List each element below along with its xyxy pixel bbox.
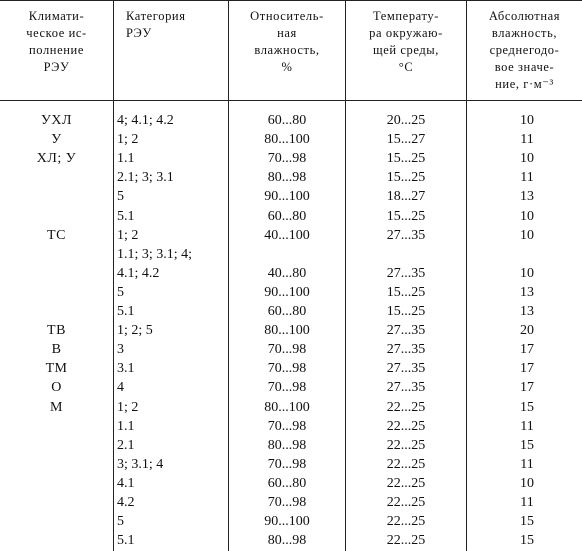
- header-line: Абсолютная: [488, 9, 561, 23]
- cell-absolute-humidity: 15: [520, 437, 534, 453]
- cell-absolute-humidity: 11: [520, 495, 534, 510]
- table-row: [0, 168, 582, 187]
- table-row: [0, 398, 582, 417]
- table-row: [0, 111, 582, 130]
- cell-humidity: 40...80: [267, 265, 307, 281]
- table-row: [0, 455, 582, 474]
- cell-humidity: 70...98: [267, 495, 307, 510]
- cell-temperature: 22...25: [386, 418, 426, 434]
- cell-category: 1.1: [117, 151, 135, 167]
- cell-category: 5: [117, 514, 124, 530]
- cell-climate: ТС: [47, 227, 66, 243]
- cell-absolute-humidity: 10: [520, 151, 534, 167]
- cell-absolute-humidity: 10: [520, 113, 534, 128]
- header-absolute-humidity: [467, 8, 582, 93]
- cell-category: 4; 4.1; 4.2: [117, 113, 174, 128]
- cell-category: 4.1: [117, 475, 135, 491]
- table-row: [0, 149, 582, 168]
- header-line: полнение: [29, 43, 84, 57]
- table-row: [0, 321, 582, 340]
- table-row: [0, 378, 582, 397]
- cell-temperature: 27...35: [386, 342, 426, 358]
- cell-category: 1; 2: [117, 399, 139, 415]
- table-row: [0, 130, 582, 149]
- cell-absolute-humidity: 11: [520, 170, 534, 186]
- header-line: РЭУ: [126, 26, 152, 40]
- cell-climate: О: [51, 380, 62, 396]
- header-line: ние, г·м⁻³: [495, 77, 554, 91]
- cell-humidity: 90...100: [264, 189, 310, 205]
- cell-category: 3.1: [117, 361, 135, 377]
- cell-temperature: 27...35: [386, 380, 426, 396]
- header-line: ная: [277, 26, 297, 40]
- cell-temperature: 15...25: [386, 284, 426, 300]
- cell-absolute-humidity: 17: [520, 361, 534, 377]
- table-row: [0, 493, 582, 512]
- cell-temperature: 22...25: [386, 399, 426, 415]
- cell-temperature: 27...35: [386, 323, 426, 339]
- cell-temperature: 27...35: [386, 227, 426, 243]
- header-line: °С: [398, 60, 414, 74]
- table-row: [0, 512, 582, 531]
- table-row: [0, 264, 582, 283]
- table-row: [0, 245, 582, 264]
- table-row: [0, 531, 582, 550]
- cell-humidity: 80...98: [267, 170, 307, 186]
- cell-category: 2.1; 3; 3.1: [117, 170, 174, 186]
- cell-absolute-humidity: 13: [520, 284, 534, 300]
- cell-absolute-humidity: 13: [520, 189, 534, 205]
- cell-temperature: 15...25: [386, 151, 426, 167]
- cell-humidity: 60...80: [267, 113, 307, 128]
- cell-humidity: 90...100: [264, 284, 310, 300]
- table-row: [0, 474, 582, 493]
- cell-temperature: 27...35: [386, 361, 426, 377]
- cell-climate: УХЛ: [40, 113, 73, 128]
- header-category: [114, 8, 220, 42]
- cell-category: 4.2: [117, 495, 135, 510]
- cell-humidity: 70...98: [267, 418, 307, 434]
- header-line: Температу-: [372, 9, 440, 23]
- table-row: [0, 187, 582, 206]
- cell-absolute-humidity: 17: [520, 380, 534, 396]
- cell-humidity: 60...80: [267, 475, 307, 491]
- cell-absolute-humidity: 11: [520, 132, 534, 148]
- cell-humidity: 90...100: [264, 514, 310, 530]
- cell-climate: М: [50, 399, 63, 415]
- cell-category: 5.1: [117, 304, 135, 319]
- cell-humidity: 70...98: [267, 380, 307, 396]
- cell-absolute-humidity: 15: [520, 514, 534, 530]
- header-climate: [0, 8, 113, 76]
- cell-category: 1.1: [117, 418, 135, 434]
- header-line: ра окружаю-: [369, 26, 443, 40]
- cell-category: 3; 3.1; 4: [117, 456, 164, 472]
- cell-temperature: 22...25: [386, 533, 426, 549]
- cell-absolute-humidity: 10: [520, 475, 534, 491]
- cell-absolute-humidity: 10: [520, 265, 534, 281]
- header-line: влажность,: [491, 26, 558, 40]
- cell-absolute-humidity: 10: [520, 208, 534, 224]
- cell-temperature: 22...25: [386, 437, 426, 453]
- cell-temperature: 22...25: [386, 514, 426, 530]
- header-line: Климати-: [28, 9, 85, 23]
- table-row: [0, 283, 582, 302]
- cell-temperature: 15...25: [386, 170, 426, 186]
- cell-category: 2.1: [117, 437, 135, 453]
- cell-category: 5.1: [117, 208, 135, 224]
- cell-absolute-humidity: 13: [520, 304, 534, 319]
- cell-absolute-humidity: 11: [520, 418, 534, 434]
- header-line: РЭУ: [43, 60, 70, 74]
- header-divider: [0, 100, 582, 101]
- cell-category: 1; 2: [117, 227, 139, 243]
- cell-humidity: 80...98: [267, 437, 307, 453]
- cell-temperature: 15...25: [386, 304, 426, 319]
- cell-climate: В: [51, 342, 62, 358]
- cell-absolute-humidity: 11: [520, 456, 534, 472]
- header-line: %: [281, 60, 293, 74]
- table-row: [0, 359, 582, 378]
- cell-temperature: 15...27: [386, 132, 426, 148]
- header-line: влажность,: [254, 43, 320, 57]
- cell-humidity: 70...98: [267, 456, 307, 472]
- cell-humidity: 60...80: [267, 304, 307, 319]
- cell-absolute-humidity: 15: [520, 533, 534, 549]
- header-line: Относитель-: [250, 9, 324, 23]
- table-row: [0, 417, 582, 436]
- cell-climate: ТВ: [47, 323, 66, 339]
- cell-humidity: 40...100: [264, 227, 310, 243]
- cell-absolute-humidity: 17: [520, 342, 534, 358]
- cell-category: 3: [117, 342, 124, 358]
- header-line: среднегодо-: [489, 43, 560, 57]
- header-line: щей среды,: [372, 43, 440, 57]
- cell-temperature: 15...25: [386, 208, 426, 224]
- cell-temperature: 27...35: [386, 265, 426, 281]
- cell-absolute-humidity: 10: [520, 227, 534, 243]
- cell-category: 5: [117, 284, 124, 300]
- table-row: [0, 340, 582, 359]
- cell-category: 1.1; 3; 3.1; 4;: [117, 246, 193, 262]
- cell-temperature: 22...25: [386, 495, 426, 510]
- table-row: [0, 302, 582, 321]
- cell-humidity: 80...98: [267, 533, 307, 549]
- cell-category: 5: [117, 189, 124, 205]
- cell-humidity: 60...80: [267, 208, 307, 224]
- cell-absolute-humidity: 20: [520, 323, 534, 339]
- header-line: ческое ис-: [26, 26, 87, 40]
- cell-category: 1; 2; 5: [117, 323, 153, 339]
- cell-absolute-humidity: 15: [520, 399, 534, 415]
- cell-temperature: 20...25: [386, 113, 426, 128]
- cell-category: 1; 2: [117, 132, 139, 148]
- cell-humidity: 80...100: [264, 132, 310, 148]
- cell-temperature: 18...27: [386, 189, 426, 205]
- top-border: [0, 0, 582, 1]
- header-line: вое значе-: [494, 60, 555, 74]
- header-humidity: [229, 8, 345, 76]
- header-temperature: [346, 8, 466, 76]
- cell-climate: У: [51, 132, 62, 148]
- table-row: [0, 436, 582, 455]
- cell-humidity: 80...100: [264, 323, 310, 339]
- cell-temperature: 22...25: [386, 456, 426, 472]
- cell-climate: ХЛ; У: [36, 151, 77, 167]
- cell-category: 5.1: [117, 533, 135, 549]
- cell-temperature: 22...25: [386, 475, 426, 491]
- table-row: [0, 226, 582, 245]
- table-row: [0, 207, 582, 226]
- header-line: Категория: [126, 9, 186, 23]
- cell-climate: ТМ: [45, 361, 68, 377]
- cell-humidity: 70...98: [267, 361, 307, 377]
- cell-category: 4: [117, 380, 124, 396]
- cell-humidity: 70...98: [267, 151, 307, 167]
- cell-humidity: 80...100: [264, 399, 310, 415]
- cell-humidity: 70...98: [267, 342, 307, 358]
- cell-category: 4.1; 4.2: [117, 265, 160, 281]
